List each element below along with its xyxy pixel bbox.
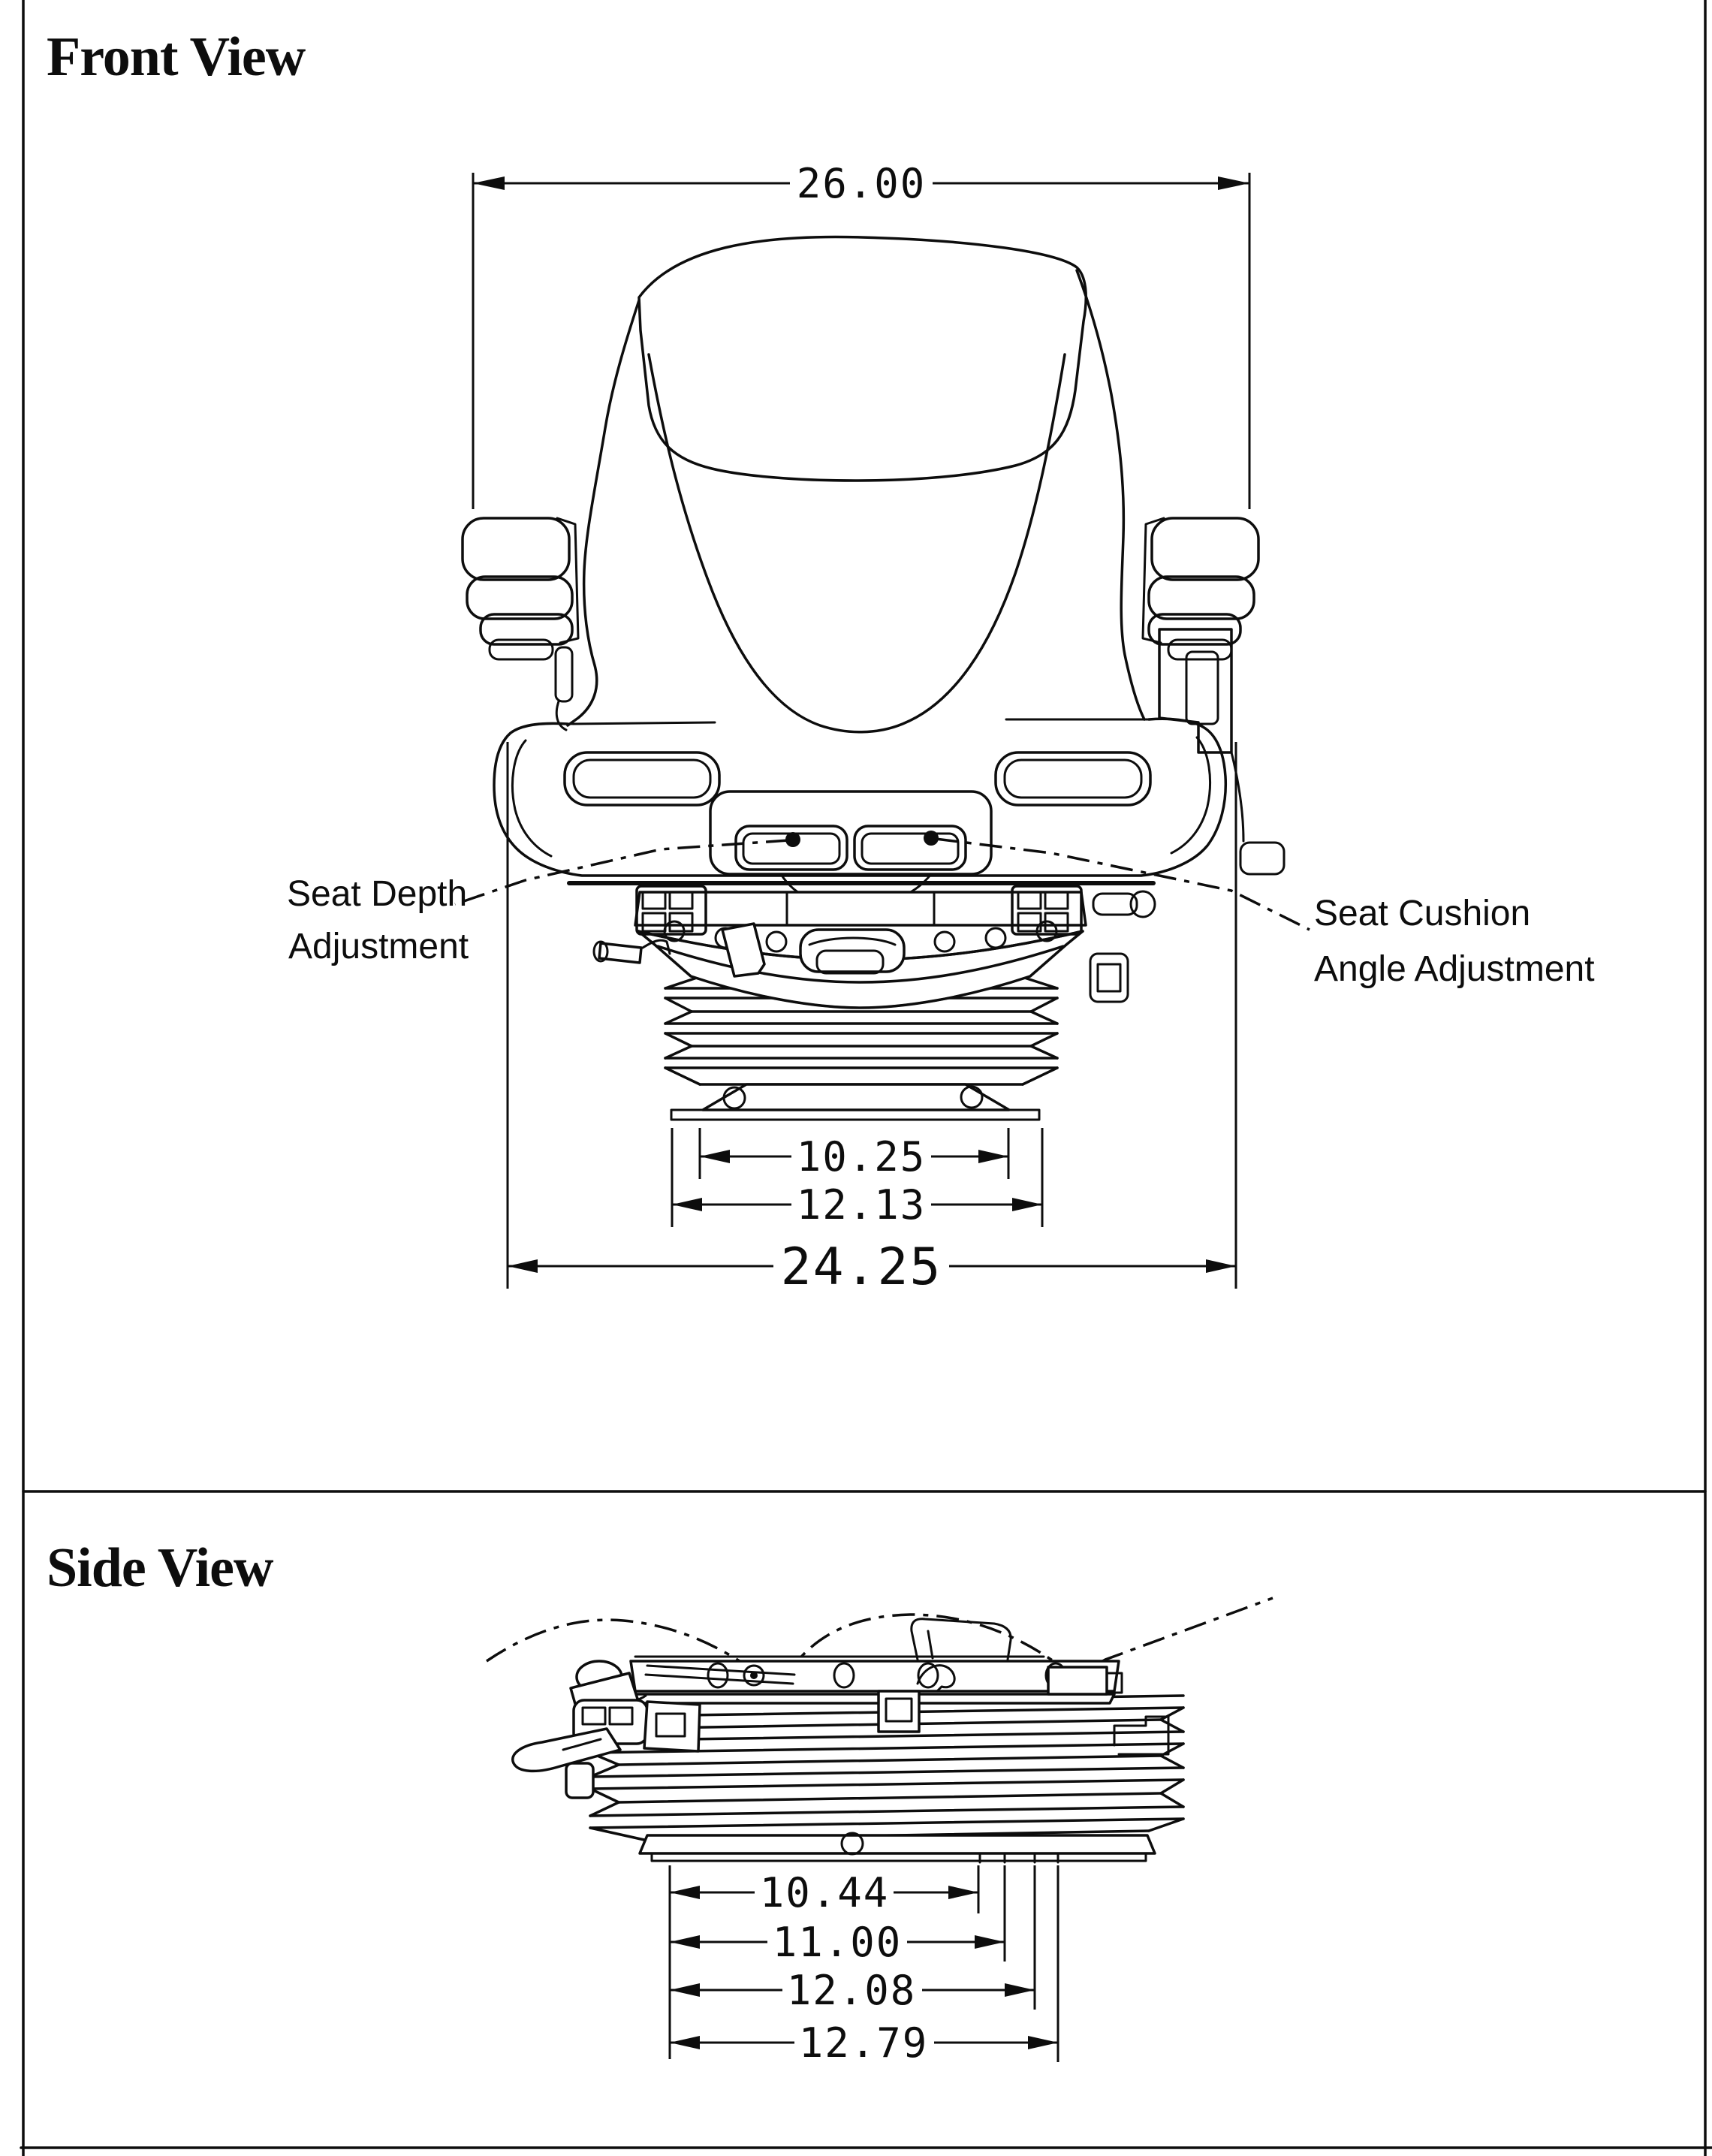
front-view-title: Front View <box>47 26 306 88</box>
dim-seat-width-value: 24.25 <box>780 1238 942 1297</box>
side-view-drawing <box>487 1598 1273 2067</box>
seat-depth-label-line2: Adjustment <box>288 927 469 966</box>
side-view-title: Side View <box>47 1537 273 1599</box>
base-plate-front <box>671 1084 1039 1120</box>
seat-cushion-label-line2: Angle Adjustment <box>1314 949 1595 989</box>
armrest-left <box>463 518 578 730</box>
seat-handle-detail <box>912 1619 1011 1660</box>
dim-base-inner-value: 10.44 <box>759 1869 890 1916</box>
seat-cushion-label-line1: Seat Cushion <box>1314 894 1531 933</box>
dim-base-mid-value: 11.00 <box>772 1919 903 1966</box>
side-dimensions <box>670 1865 1058 2067</box>
front-view-drawing <box>287 160 1595 1297</box>
dim-inner-base-value: 10.25 <box>796 1133 927 1181</box>
dim-outer-base-value: 12.13 <box>796 1181 927 1229</box>
dim-overall-width-value: 26.00 <box>796 160 927 207</box>
page-frame <box>21 0 1712 2156</box>
dim-base-overall-value: 12.79 <box>798 2019 929 2067</box>
dim-overall-width <box>473 160 1249 509</box>
front-dimensions <box>473 160 1249 1297</box>
backrest-outline <box>568 237 1144 731</box>
center-pad-cluster <box>710 792 991 904</box>
dim-base-inner <box>670 1865 978 1916</box>
armrest-right <box>1143 518 1258 841</box>
dim-base-outer-value: 12.08 <box>786 1967 917 2014</box>
dim-inner-base-width <box>700 1128 1008 1181</box>
seat-depth-label-line1: Seat Depth <box>287 874 468 914</box>
base-plate-side <box>640 1833 1155 1862</box>
